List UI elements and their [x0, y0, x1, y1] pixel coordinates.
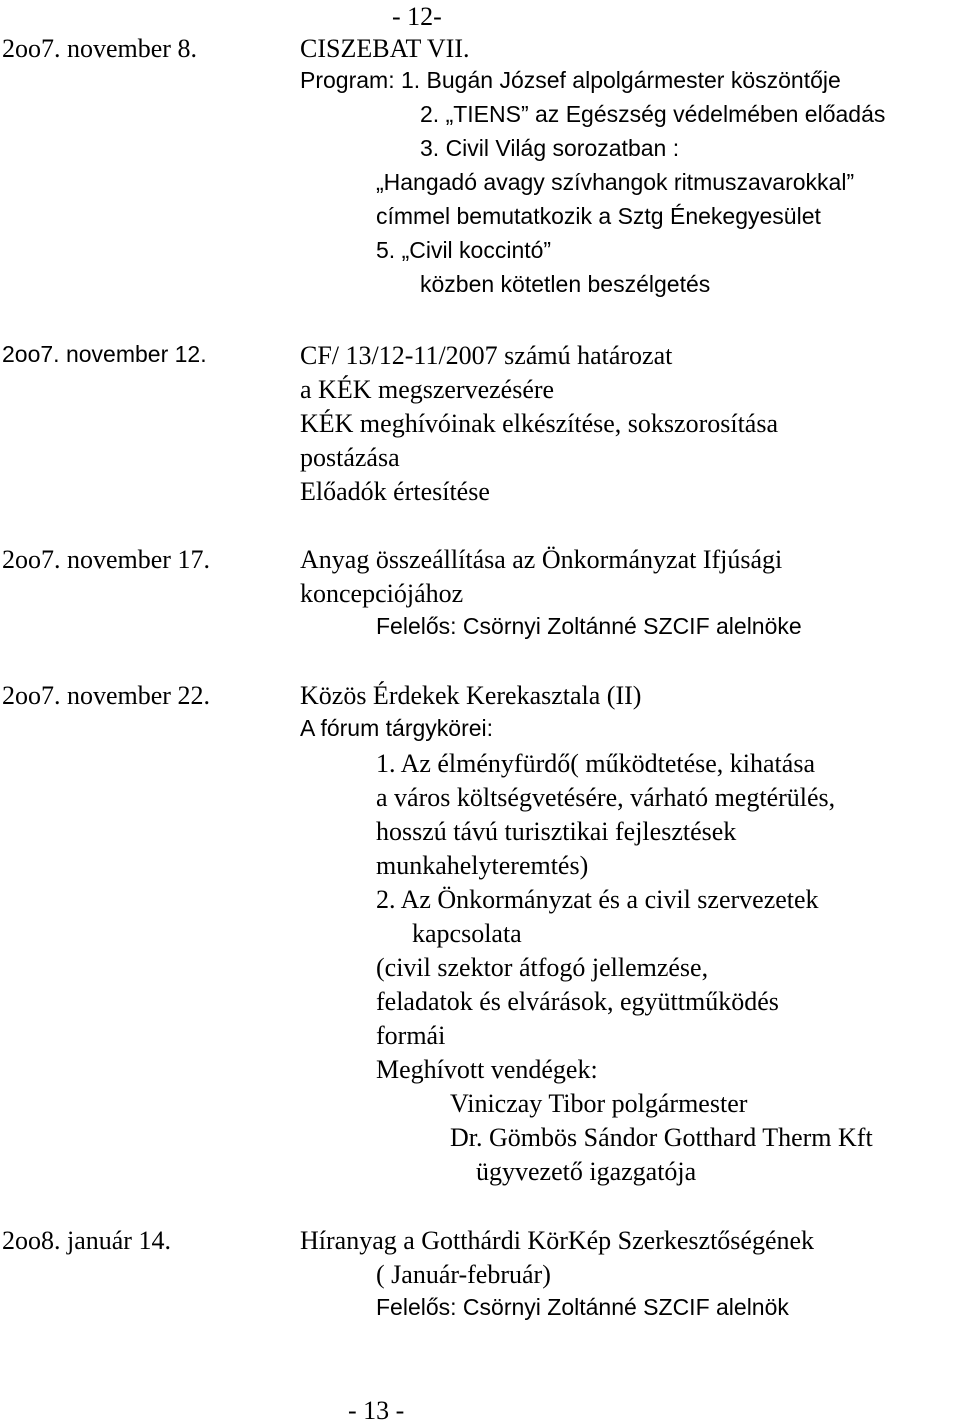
entry-title: CISZEBAT VII. [300, 34, 470, 63]
entry-date: 2oo7. november 12. [2, 341, 207, 367]
program-line: közben kötetlen beszélgetés [420, 271, 711, 297]
entry-line: Előadók értesítése [300, 477, 490, 506]
entry-title: Közös Érdekek Kerekasztala (II) [300, 681, 642, 710]
entry-line: Felelős: Csörnyi Zoltánné SZCIF alelnöke [376, 613, 802, 639]
entry-line: a KÉK megszervezésére [300, 375, 555, 404]
program-line: Program: 1. Bugán József alpolgármester köszöntője [300, 67, 841, 93]
entry-date: 2oo7. november 17. [2, 545, 210, 574]
entry-line: a város költségvetésére, várható megtérülés, [376, 783, 836, 812]
entry-line: KÉK meghívóinak elkészítése, sokszorosítása [300, 409, 778, 438]
entry-line: Meghívott vendégek: [376, 1055, 598, 1084]
entry-line: Dr. Gömbös Sándor Gotthard Therm Kft [450, 1123, 873, 1152]
program-line: 2. „TIENS” az Egészség védelmében előadás [420, 101, 886, 127]
entry-line: feladatok és elvárások, együttműködés [376, 987, 779, 1016]
entry-line: (civil szektor átfogó jellemzése, [376, 953, 709, 982]
entry-line: CF/ 13/12-11/2007 számú határozat [300, 341, 673, 370]
entry-date: 2oo7. november 22. [2, 681, 210, 710]
entry-line: 2. Az Önkormányzat és a civil szervezetek [376, 885, 819, 914]
entry-line: Híranyag a Gotthárdi KörKép Szerkesztőségének [300, 1226, 815, 1255]
entry-line: Felelős: Csörnyi Zoltánné SZCIF alelnök [376, 1294, 789, 1320]
entry-line: A fórum tárgykörei: [300, 715, 494, 741]
entry-line: kapcsolata [412, 919, 522, 948]
entry-line: ( Január-február) [376, 1260, 551, 1289]
entry-line: koncepciójához [300, 579, 464, 608]
program-line: címmel bemutatkozik a Sztg Énekegyesület [376, 203, 821, 229]
page-number-bottom: - 13 - [348, 1396, 405, 1425]
entry-date: 2oo8. január 14. [2, 1226, 171, 1255]
entry-date: 2oo7. november 8. [2, 34, 197, 63]
entry-line: Viniczay Tibor polgármester [450, 1089, 748, 1118]
page-number-top: - 12- [392, 2, 442, 31]
entry-line: munkahelyteremtés) [376, 851, 589, 880]
entry-line: postázása [300, 443, 400, 472]
entry-line: 1. Az élményfürdő( működtetése, kihatása [376, 749, 815, 778]
program-line: „Hangadó avagy szívhangok ritmuszavarokkal” [376, 169, 855, 195]
entry-line: ügyvezető igazgatója [476, 1157, 697, 1186]
program-line: 5. „Civil koccintó” [376, 237, 552, 263]
program-line: 3. Civil Világ sorozatban : [420, 135, 680, 161]
entry-line: Anyag összeállítása az Önkormányzat Ifjúsági [300, 545, 783, 574]
entry-line: hosszú távú turisztikai fejlesztések [376, 817, 737, 846]
entry-line: formái [376, 1021, 446, 1050]
